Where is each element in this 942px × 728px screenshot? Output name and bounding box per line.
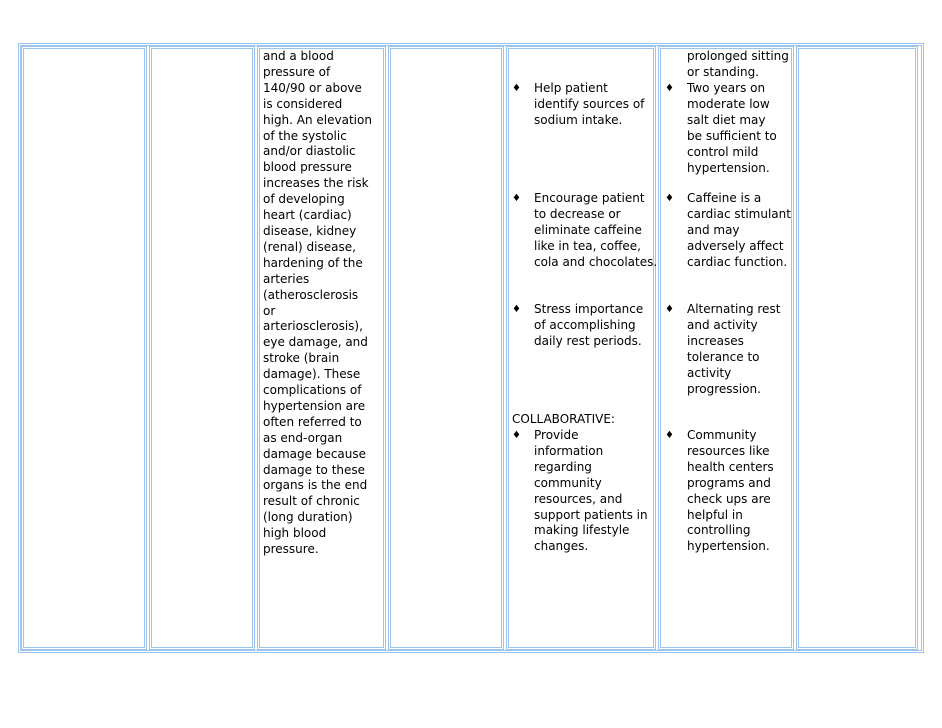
intervention-text: Encourage patient to decrease or eliminate caffeine like in tea, coffee, cola and chocolates.: [534, 191, 658, 269]
bullet-icon: ♦: [665, 304, 674, 315]
table-columns: [18, 43, 924, 653]
rationale-text: Alternating rest and activity increases tolerance to activity progression.: [687, 302, 781, 396]
bullet-icon: ♦: [665, 193, 674, 204]
collaborative-heading: COLLABORATIVE:: [512, 412, 615, 426]
bullet-icon: ♦: [512, 83, 521, 94]
bullet-icon: ♦: [512, 430, 521, 441]
bullet-icon: ♦: [512, 193, 521, 204]
bullet-icon: ♦: [665, 430, 674, 441]
rationale-text: Community resources like health centers programs and check ups are helpful in controlling hypertension.: [687, 428, 774, 554]
column-objectives: [388, 46, 504, 650]
column-diagnosis: [149, 46, 255, 650]
intervention-text: Stress importance of accomplishing daily rest periods.: [534, 302, 644, 348]
column-assessment: [21, 46, 147, 650]
bullet-icon: ♦: [665, 83, 674, 94]
rationale-text: Caffeine is a cardiac stimulant and may adversely affect cardiac function.: [687, 191, 791, 269]
scientific-explanation-text: and a blood pressure of 140/90 or above is considered high. An elevation of the systolic and/or diastolic blood pressure increases the risk of developing heart (cardiac) disease, kidney (renal) disease, hardening of the arteries (atherosclerosis or arteriosclerosis), eye damage, and stroke (brain damage). These complications of hypertension are often referred to as end-organ damage because damage to these organs is the end result of chronic (long duration) high blood pressure.: [263, 49, 372, 557]
bullet-icon: ♦: [512, 304, 521, 315]
column-evaluation: [796, 46, 918, 650]
rationale-text: Two years on moderate low salt diet may be sufficient to control mild hypertension.: [687, 81, 777, 175]
intervention-text: Help patient identify sources of sodium intake.: [534, 81, 645, 127]
collaborative-text: Provide information regarding community resources, and support patients in making lifestyle changes.: [534, 428, 648, 554]
